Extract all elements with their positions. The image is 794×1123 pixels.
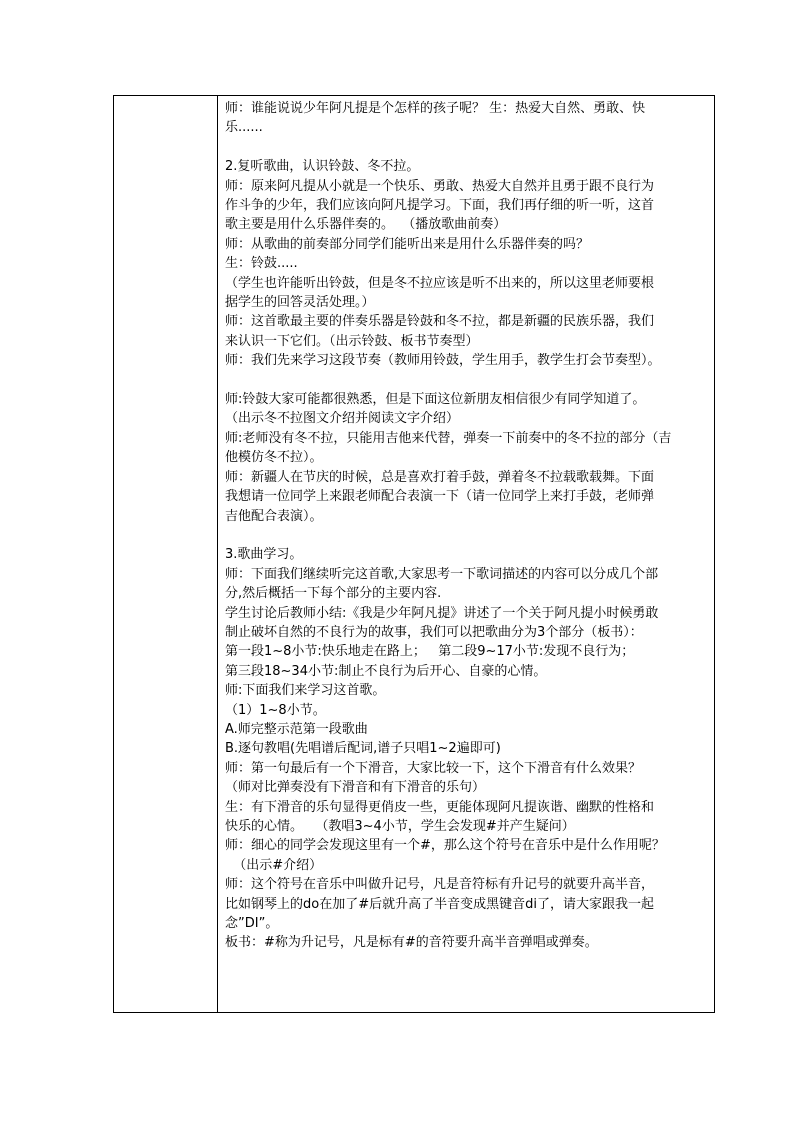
text-line: 师：谁能说说少年阿凡提是个怎样的孩子呢？ 生：热爱大自然、勇敢、快: [225, 101, 646, 116]
text-line: 师:下面我们来学习这首歌。: [225, 683, 386, 699]
text-line: 师：这首歌最主要的伴奏乐器是铃鼓和冬不拉，都是新疆的民族乐器，我们: [225, 314, 655, 330]
left-cell: [114, 96, 218, 1013]
text-line: 师:铃鼓大家可能都很熟悉，但是下面这位新朋友相信很少有同学知道了。: [225, 392, 646, 408]
text-line: 念”DI”。: [225, 916, 279, 932]
text-line: 作斗争的少年，我们应该向阿凡提学习。下面，我们再仔细的听一听，这首: [225, 198, 655, 214]
text-line: 第一段1~8小节:快乐地走在路上； 第二段9~17小节:发现不良行为；: [225, 644, 635, 660]
text-line: 师：细心的同学会发现这里有一个#，那么这个符号在音乐中是什么作用呢？: [225, 838, 665, 854]
text-line: 快乐的心情。 （教唱3~4小节，学生会发现#并产生疑问）: [225, 818, 575, 834]
text-line: A.师完整示范第一段歌曲: [225, 721, 368, 737]
text-line: （师对比弹奏没有下滑音和有下滑音的乐句）: [225, 780, 486, 796]
table-row: [114, 96, 715, 1013]
text-line: 3.歌曲学习。: [225, 547, 303, 563]
text-line: 第三段18~34小节:制止不良行为后开心、自豪的心情。: [225, 663, 547, 679]
lesson-content: [218, 96, 714, 953]
text-line: 他模仿冬不拉）。: [225, 450, 323, 466]
text-line: 师：这个符号在音乐中叫做升记号，凡是音符标有升记号的就要升高半音，: [225, 877, 655, 893]
text-line: 分,然后概括一下每个部分的主要内容.: [225, 586, 442, 602]
text-line: （学生也许能听出铃鼓，但是冬不拉应该是听不出来的，所以这里老师要根: [225, 275, 655, 291]
text-line: 制止破坏自然的不良行为的故事，我们可以把歌曲分为3个部分（板书）：: [225, 624, 643, 640]
text-line: 比如钢琴上的do在加了#后就升高了半音变成黑键音di了，请大家跟我一起: [225, 896, 654, 912]
text-line: 生：铃鼓.....: [225, 256, 298, 272]
text-line: 2.复听歌曲，认识铃鼓、冬不拉。: [225, 159, 420, 175]
text-line: B.逐句教唱(先唱谱后配词,谱子只唱1~2遍即可): [225, 741, 501, 757]
text-line: 吉他配合表演）。: [225, 508, 323, 524]
text-line: 来认识一下它们。（出示铃鼓、板书节奏型）: [225, 333, 479, 349]
text-line: 学生讨论后教师小结:《我是少年阿凡提》讲述了一个关于阿凡提小时候勇敢: [225, 605, 659, 621]
text-line: 师：下面我们继续听完这首歌,大家思考一下歌词描述的内容可以分成几个部: [225, 566, 659, 582]
text-line: 据学生的回答灵活处理。）: [225, 295, 375, 311]
text-line: 师：我们先来学习这段节奏（教师用铃鼓，学生用手，教学生打会节奏型）。: [225, 353, 661, 369]
text-line: 板书：#称为升记号，凡是标有#的音符要升高半音弹唱或弹奏。: [225, 935, 598, 951]
text-line: 歌主要是用什么乐器伴奏的。 （播放歌曲前奏）: [225, 217, 507, 233]
text-line: 师：原来阿凡提从小就是一个快乐、勇敢、热爱大自然并且勇于跟不良行为: [225, 178, 655, 194]
lesson-plan-table: [113, 95, 715, 1013]
text-line: 生：有下滑音的乐句显得更俏皮一些，更能体现阿凡提诙谐、幽默的性格和: [225, 799, 655, 815]
text-line: （出示#介绍）: [225, 857, 323, 873]
blank-line: [225, 526, 711, 545]
right-cell: [218, 96, 715, 1013]
text-line: 我想请一位同学上来跟老师配合表演一下（请一位同学上来打手鼓，老师弹: [225, 489, 655, 505]
text-line: （出示冬不拉图文介绍并阅读文字介绍）: [225, 411, 460, 427]
blank-line: [225, 371, 711, 390]
text-line: 师：从歌曲的前奏部分同学们能听出来是用什么乐器伴奏的吗？: [225, 236, 590, 252]
text-line: 师：新疆人在节庆的时候，总是喜欢打着手鼓，弹着冬不拉载歌载舞。下面: [225, 469, 655, 485]
text-line: （1）1~8小节。: [225, 702, 326, 718]
text-line: 乐......: [225, 120, 263, 136]
blank-line: [225, 138, 711, 157]
text-line: 师：第一句最后有一个下滑音，大家比较一下，这个下滑音有什么效果？: [225, 760, 642, 776]
text-line: 师:老师没有冬不拉，只能用吉他来代替，弹奏一下前奏中的冬不拉的部分（吉: [225, 430, 672, 446]
